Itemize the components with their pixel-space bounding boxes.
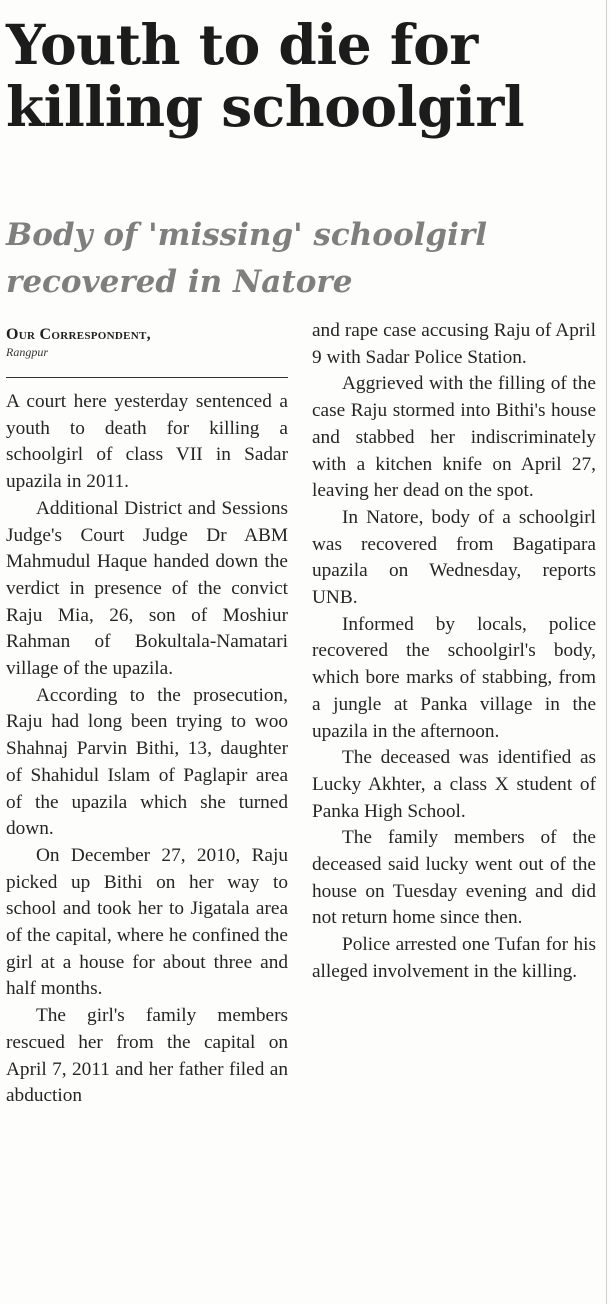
article-column-right — [312, 318, 596, 986]
column-border — [606, 0, 607, 1304]
subheadline — [6, 212, 596, 306]
article-column-left — [6, 389, 288, 1110]
subheadline-line-2: recovered in Natore — [6, 264, 353, 300]
byline-name: Our Correspondent, — [6, 326, 151, 343]
headline-line-1: Youth to die for — [6, 12, 478, 77]
paragraph: In Natore, body of a schoolgirl was recovered from Bagatipara upazila on Wednesday, reports UNB. — [312, 506, 596, 609]
paragraph: On December 27, 2010, Raju picked up Bithi on her way to school and took her to Jigatala area of the capital, where he confined the girl at a house for about three and half months. — [6, 844, 288, 1000]
headline — [6, 14, 606, 138]
subheadline-line-1: Body of 'missing' schoolgirl — [6, 217, 487, 253]
paragraph: The girl's family members rescued her from the capital on April 7, 2011 and her father filed an abduction — [6, 1005, 288, 1107]
paragraph: and rape case accusing Raju of April 9 with Sadar Police Station. — [312, 320, 596, 368]
headline-line-2: killing schoolgirl — [6, 74, 525, 139]
paragraph: Aggrieved with the filling of the case Raju stormed into Bithi's house and stabbed her indiscriminately with a kitchen knife on April 27, leaving her dead on the spot. — [312, 373, 596, 502]
paragraph: According to the prosecution, Raju had long been trying to woo Shahnaj Parvin Bithi, 13, daughter of Shahidul Islam of Paglapir area of the upazila which she turned down. — [6, 684, 288, 840]
paragraph: The deceased was identified as Lucky Akhter, a class X student of Panka High School. — [312, 747, 596, 822]
byline-divider — [6, 377, 288, 378]
paragraph: Informed by locals, police recovered the schoolgirl's body, which bore marks of stabbing, from a jungle at Panka village in the upazila in the afternoon. — [312, 613, 596, 742]
paragraph: The family members of the deceased said lucky went out of the house on Tuesday evening and did not return home since then. — [312, 827, 596, 929]
byline — [6, 326, 288, 360]
paragraph: A court here yesterday sentenced a youth to death for killing a schoolgirl of class VII in Sadar upazila in 2011. — [6, 391, 288, 493]
byline-place: Rangpur — [6, 345, 48, 359]
paragraph: Additional District and Sessions Judge's Court Judge Dr ABM Mahmudul Haque handed down the verdict in presence of the convict Raju Mia, 26, son of Moshiur Rahman of Bokultala-Namatari village of the upazila. — [6, 497, 288, 680]
paragraph: Police arrested one Tufan for his alleged involvement in the killing. — [312, 934, 596, 982]
